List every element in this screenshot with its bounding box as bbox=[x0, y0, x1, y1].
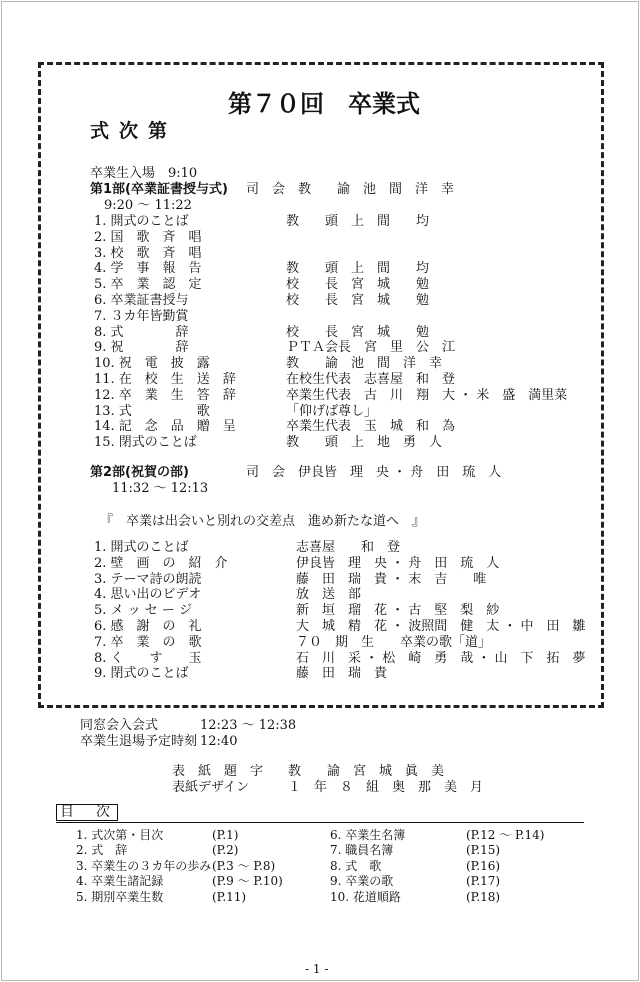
part1-item-label: 11. 在 校 生 送 辞 bbox=[94, 372, 236, 387]
part1-item-label: 7. ３カ年皆勤賞 bbox=[94, 308, 189, 324]
part2-item-person: 藤 田 瑞 貴 ・ 末 吉 唯 bbox=[296, 571, 487, 587]
part1-item-person: 教 頭 上 間 均 bbox=[286, 261, 430, 277]
credit-person-1: 教 諭 宮 城 眞 美 bbox=[288, 764, 445, 779]
part2-item-person: 大 城 精 花 ・ 波照間 健 太 ・ 中 田 雛 bbox=[296, 619, 586, 634]
part2-item-person: 石 川 采 ・ 松 崎 勇 哉 ・ 山 下 拓 夢 bbox=[296, 650, 586, 666]
part1-item-label: 12. 卒 業 生 答 辞 bbox=[94, 387, 236, 403]
toc-entry-page: (P.15) bbox=[466, 843, 501, 858]
toc-entry-page: (P.18) bbox=[466, 889, 501, 904]
part2-item-label: 7. 卒 業 の 歌 bbox=[94, 634, 202, 650]
alumni-time: 12:23 ～ 12:38 bbox=[200, 718, 297, 733]
part1-item-label: 1. 開式のことば bbox=[94, 214, 189, 229]
part1-item-person: 教 頭 上 間 均 bbox=[286, 214, 430, 229]
part1-item-label: 14. 記 念 品 贈 呈 bbox=[94, 419, 236, 435]
part1-item-person: 教 諭 池 間 洋 幸 bbox=[286, 356, 443, 372]
part2-item-person: 伊良皆 理 央 ・ 舟 田 琉 人 bbox=[296, 555, 500, 571]
part2-item-person: 放 送 部 bbox=[296, 587, 362, 603]
part1-item-person: 在校生代表 志喜屋 和 登 bbox=[286, 372, 456, 387]
toc-entry-page: (P.1) bbox=[212, 828, 239, 842]
part1-item-label: 8. 式 辞 bbox=[94, 324, 189, 340]
toc-entry-title: 1. 式次第・目次 bbox=[76, 828, 164, 842]
toc-heading: 目 次 bbox=[56, 804, 118, 821]
part1-item-person: 校 長 宮 城 勉 bbox=[286, 324, 430, 340]
entrance-time: 卒業生入場 9:10 bbox=[90, 166, 198, 181]
part1-item-label: 10. 祝 電 披 露 bbox=[94, 356, 210, 372]
toc-entry-title: 4. 卒業生諸記録 bbox=[76, 874, 164, 889]
part1-item-label: 15. 閉式のことば bbox=[94, 435, 197, 451]
toc-entry-page: (P.12 ～ P.14) bbox=[466, 828, 545, 842]
alumni-label: 同窓会入会式 bbox=[80, 718, 159, 733]
part1-item-label: 3. 校 歌 斉 唱 bbox=[94, 245, 202, 261]
toc-rule bbox=[56, 822, 584, 823]
part2-item-label: 2. 壁 画 の 紹 介 bbox=[94, 555, 228, 571]
toc-entry-title: 8. 式 歌 bbox=[330, 858, 382, 873]
part1-item-person: ＰＴＡ会長 宮 里 公 江 bbox=[286, 340, 456, 356]
part2-item-label: 9. 閉式のことば bbox=[94, 666, 189, 682]
toc-entry-title: 9. 卒業の歌 bbox=[330, 874, 394, 889]
toc-entry-title: 10. 花道順路 bbox=[330, 889, 401, 904]
credit-role-2: 表紙デザイン bbox=[172, 780, 250, 795]
toc-entry-page: (P.2) bbox=[212, 843, 239, 858]
toc-entry-page: (P.16) bbox=[466, 858, 501, 873]
part2-item-label: 3. テーマ詩の朗読 bbox=[94, 571, 202, 587]
part2-item-person: 藤 田 瑞 貴 bbox=[296, 666, 388, 682]
part1-item-label: 5. 卒 業 認 定 bbox=[94, 277, 202, 293]
part2-theme: 『 卒業は出会いと別れの交差点 進め新たな道へ 』 bbox=[100, 514, 426, 529]
program-subtitle: 式次第 bbox=[90, 120, 178, 142]
credit-role-1: 表 紙 題 字 bbox=[172, 764, 264, 779]
part2-item-person: 新 垣 瑠 花 ・ 古 堅 梨 紗 bbox=[296, 603, 500, 619]
toc-entry-title: 6. 卒業生名簿 bbox=[330, 828, 406, 842]
part2-mc: 司 会 伊良皆 理 央 ・ 舟 田 琉 人 bbox=[246, 465, 502, 480]
part1-heading: 第1部(卒業証書授与式) bbox=[90, 182, 228, 197]
page-title: 第７０回 卒業式 bbox=[228, 90, 420, 118]
part2-item-label: 5. メ ッ セ ー ジ bbox=[94, 603, 193, 619]
toc-entry-title: 3. 卒業生の３カ年の歩み bbox=[76, 858, 212, 873]
toc-entry-title: 2. 式 辞 bbox=[76, 843, 128, 858]
exit-label: 卒業生退場予定時刻 bbox=[80, 734, 198, 749]
exit-time: 12:40 bbox=[200, 734, 238, 749]
part2-item-label: 8. く す 玉 bbox=[94, 650, 202, 666]
part2-time: 11:32 ～ 12:13 bbox=[112, 481, 209, 496]
part1-item-label: 4. 学 事 報 告 bbox=[94, 261, 202, 277]
part2-item-label: 1. 開式のことば bbox=[94, 540, 189, 555]
credit-person-2: １ 年 ８ 組 奥 那 美 月 bbox=[288, 780, 484, 795]
part2-item-label: 6. 感 謝 の 礼 bbox=[94, 619, 202, 634]
toc-entry-title: 5. 期別卒業生数 bbox=[76, 889, 164, 904]
part1-time: 9:20 ～ 11:22 bbox=[104, 198, 192, 213]
part1-item-label: 9. 祝 辞 bbox=[94, 340, 189, 356]
part1-item-person: 卒業生代表 古 川 翔 大 ・ 米 盛 満里菜 bbox=[286, 387, 568, 403]
part2-heading: 第2部(祝賀の部) bbox=[90, 465, 189, 480]
part1-mc: 司 会 教 諭 池 間 洋 幸 bbox=[246, 182, 455, 197]
toc-entry-page: (P.9 ～ P.10) bbox=[212, 874, 283, 889]
part1-item-person: 校 長 宮 城 勉 bbox=[286, 277, 430, 293]
part2-item-label: 4. 思い出のビデオ bbox=[94, 587, 202, 603]
page-number: - 1 - bbox=[305, 962, 329, 976]
part1-item-label: 13. 式 歌 bbox=[94, 403, 210, 419]
part1-item-label: 2. 国 歌 斉 唱 bbox=[94, 229, 202, 245]
part2-item-person: ７０ 期 生 卒業の歌「道」 bbox=[296, 634, 492, 650]
toc-entry-page: (P.17) bbox=[466, 874, 501, 889]
part1-item-person: 「仰げば尊し」 bbox=[286, 403, 378, 419]
part1-item-person: 卒業生代表 玉 城 和 為 bbox=[286, 419, 456, 435]
part1-item-person: 校 長 宮 城 勉 bbox=[286, 293, 430, 308]
part2-item-person: 志喜屋 和 登 bbox=[296, 540, 401, 555]
toc-entry-page: (P.3 ～ P.8) bbox=[212, 858, 276, 873]
toc-entry-page: (P.11) bbox=[212, 889, 247, 904]
toc-entry-title: 7. 職員名簿 bbox=[330, 843, 394, 858]
part1-item-person: 教 頭 上 地 勇 人 bbox=[286, 435, 443, 451]
part1-item-label: 6. 卒業証書授与 bbox=[94, 293, 189, 308]
